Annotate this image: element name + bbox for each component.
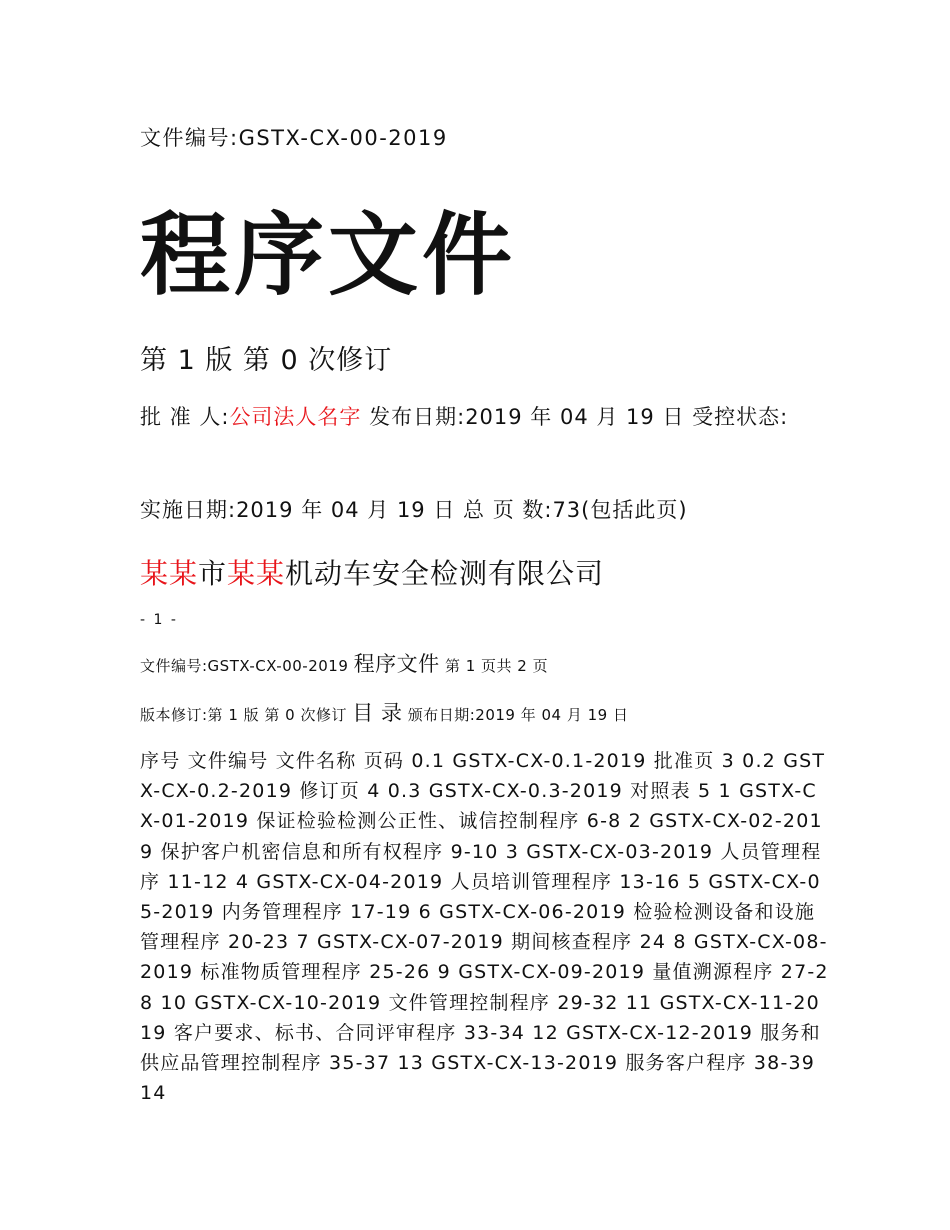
company-name-placeholder-1: 某某 <box>140 557 199 590</box>
document-title: 程序文件 <box>140 203 516 308</box>
table-of-contents-text: 序号 文件编号 文件名称 页码 0.1 GSTX-CX-0.1-2019 批准页 3 0.2 GSTX-CX-0.2-2019 修订页 4 0.3 GSTX-CX-0.3-2019 对照表 5 1 GSTX-CX-01-2019 保证检验检测公正性、诚信控制程序 6-8 2 GSTX-CX-02-2019 保护客户机密信息和所有权程序 9-10 3 GSTX-CX-03-2019 人员管理程序 11-12 4 GSTX-CX-04-2019 人员培训管理程序 13-16 5 GSTX-CX-05-2019 内务管理程序 17-19 6 GSTX-CX-06-2019 检验检测设备和设施管理程序 20-23 7 GSTX-CX-07-2019 期间核查程序 24 8 GSTX-CX-08-2019 标准物质管理程序 25-26 9 GSTX-CX-09-2019 量值溯源程序 27-28 10 GSTX-CX-10-2019 文件管理控制程序 29-32 11 GSTX-CX-11-2019 客户要求、标书、合同评审程序 33-34 12 GSTX-CX-12-2019 服务和供应品管理控制程序 35-37 13 GSTX-CX-13-2019 服务客户程序 38-39 14 <box>140 750 829 1105</box>
toc-heading: 目 录 <box>352 701 403 725</box>
header-file-number: 文件编号:GSTX-CX-00-2019 <box>140 657 354 675</box>
page-header-line-1 <box>140 648 548 678</box>
company-name-city: 市 <box>198 557 228 590</box>
implement-line: 实施日期:2019 年 04 月 19 日 总 页 数:73(包括此页) <box>140 498 688 522</box>
approver-name: 公司法人名字 <box>229 405 362 429</box>
company-name-rest: 机动车安全检测有限公司 <box>285 557 605 590</box>
publish-info: 发布日期:2019 年 04 月 19 日 受控状态: <box>361 405 789 429</box>
header-title: 程序文件 <box>353 652 440 676</box>
page-number: - 1 - <box>140 612 178 628</box>
company-name <box>140 552 604 592</box>
approval-line <box>140 400 830 434</box>
approver-label: 批 准 人: <box>140 405 230 429</box>
header-revision: 版本修订:第 1 版 第 0 次修订 <box>140 706 353 724</box>
header-publish-date: 颁布日期:2019 年 04 月 19 日 <box>402 706 629 724</box>
company-name-placeholder-2: 某某 <box>227 557 286 590</box>
version-line: 第 1 版 第 0 次修订 <box>140 345 393 376</box>
page-header-line-2 <box>140 697 628 727</box>
file-number: 文件编号:GSTX-CX-00-2019 <box>140 126 448 150</box>
header-page-count: 第 1 页共 2 页 <box>439 657 549 675</box>
